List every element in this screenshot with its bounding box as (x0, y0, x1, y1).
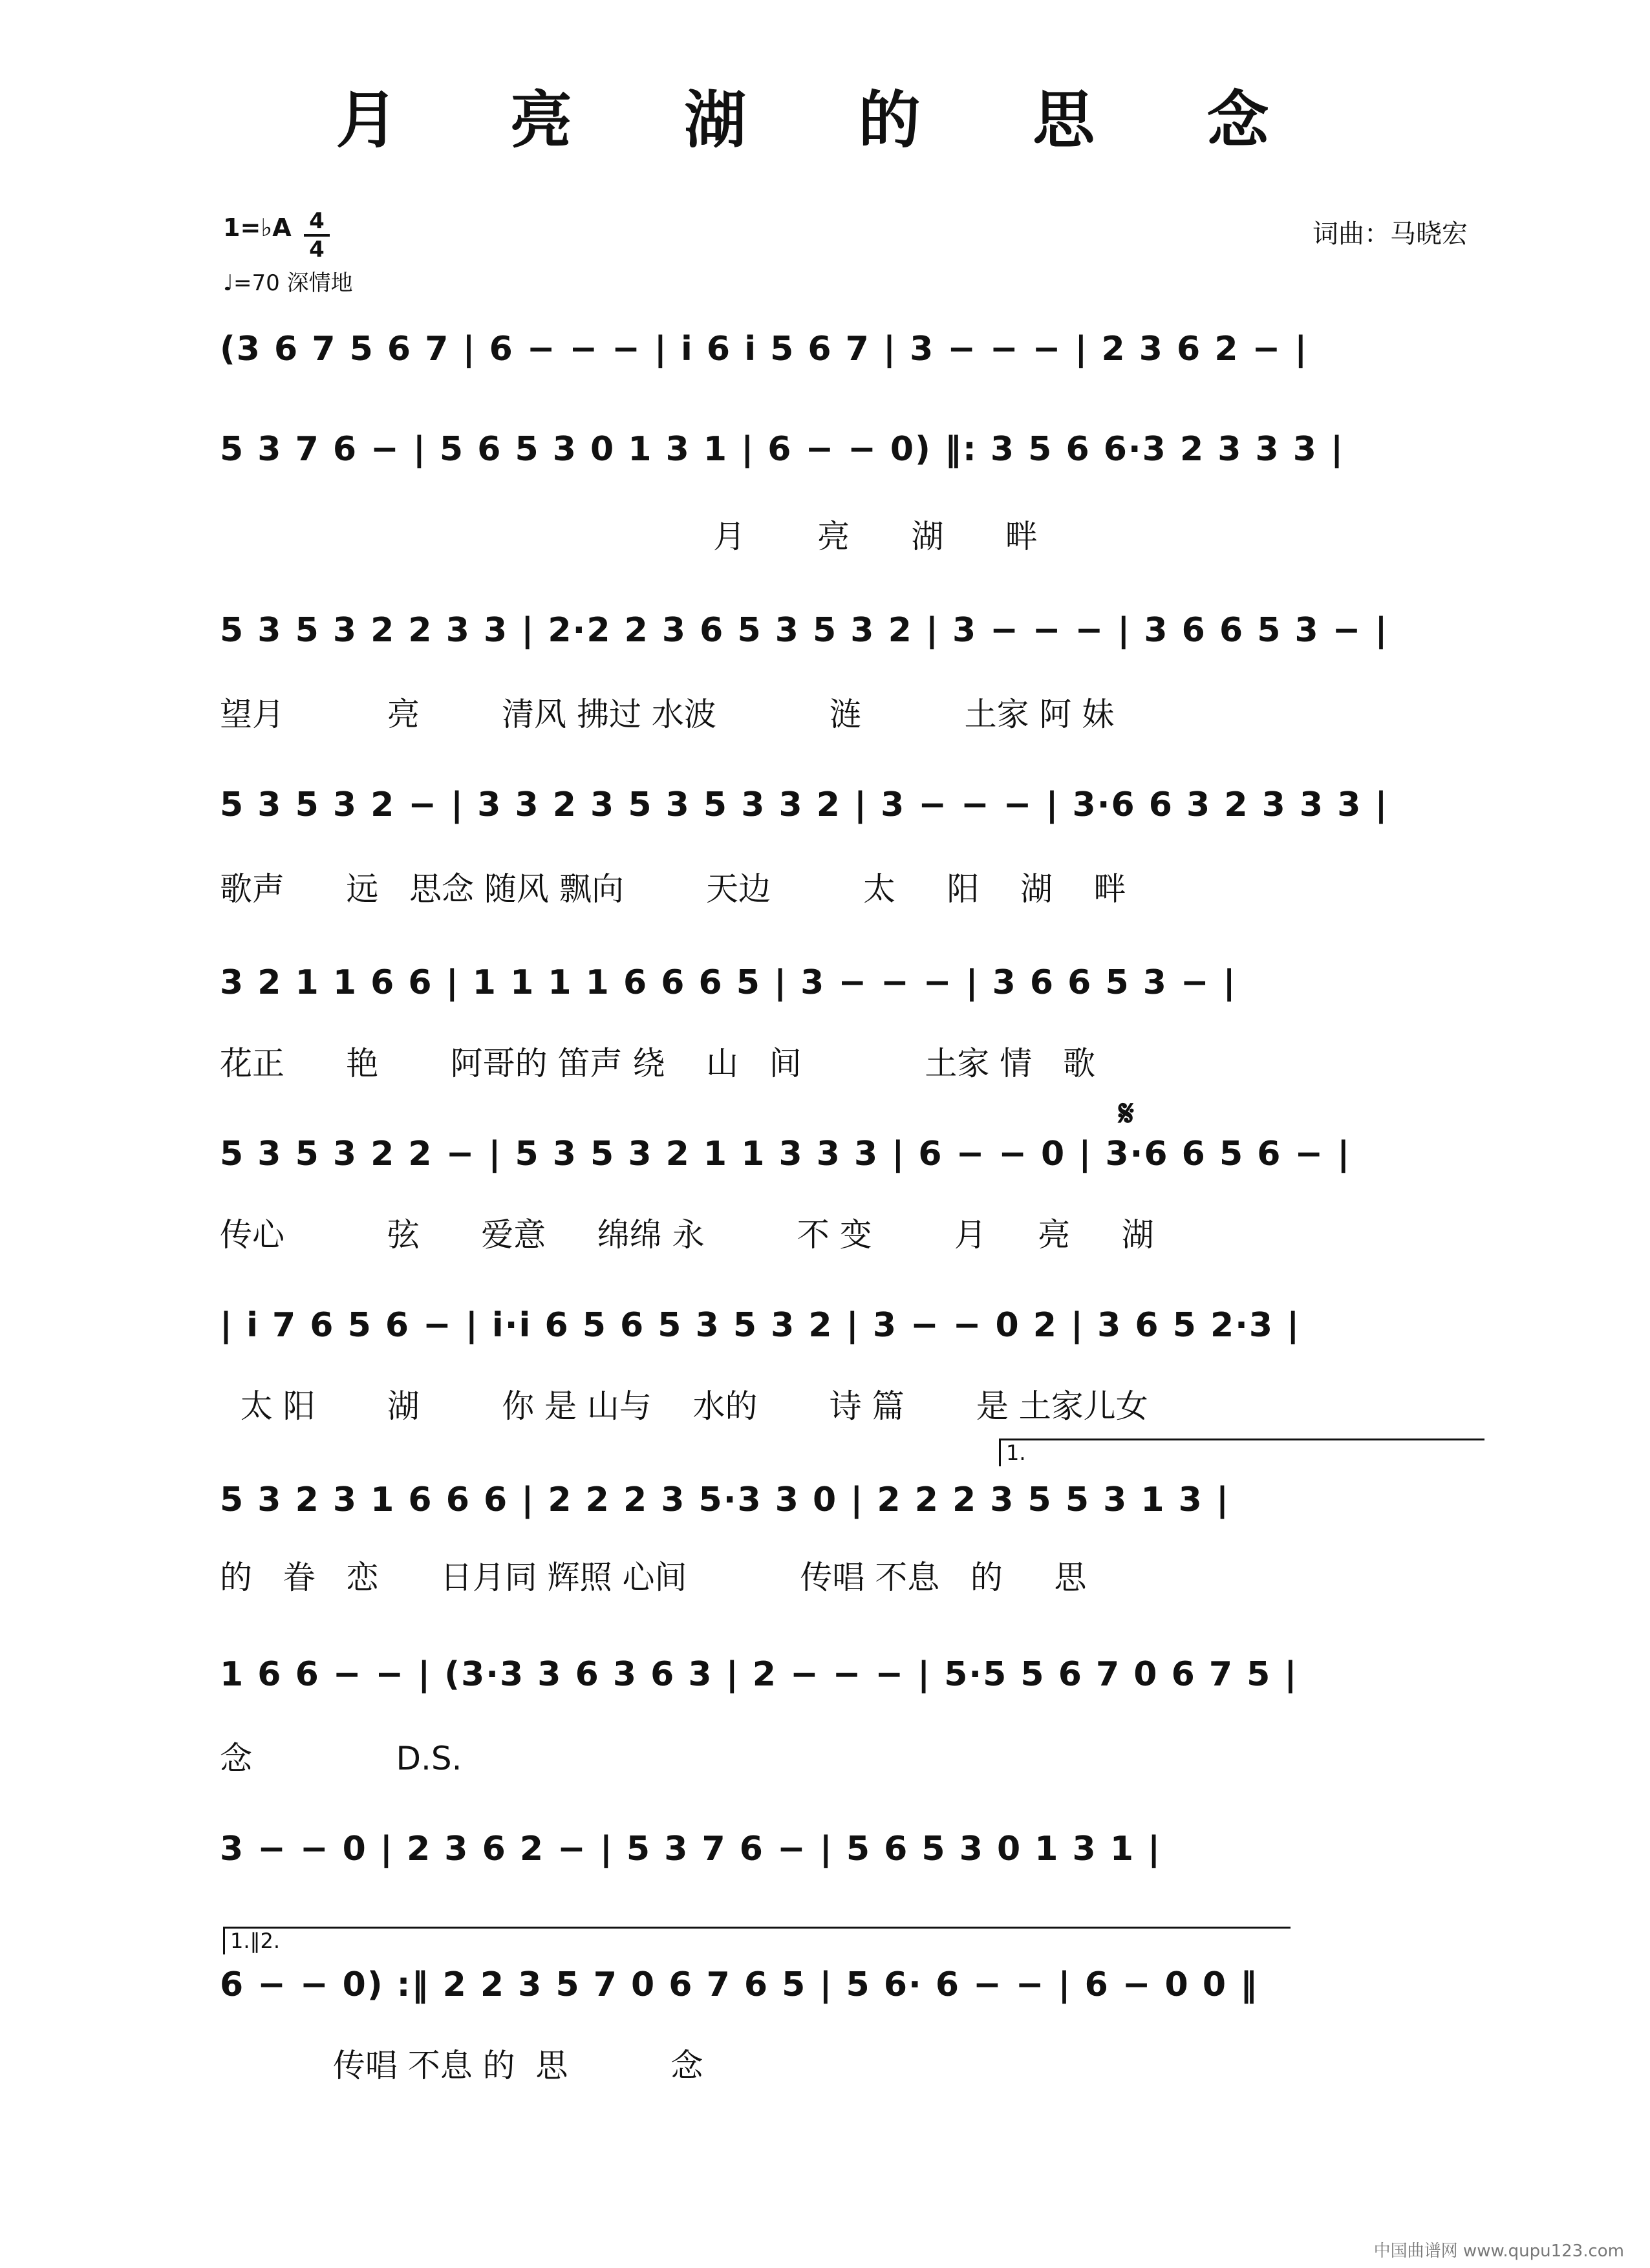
notation-line-8: 5 3 2 3 1 6 6 6 | 2 2 2 3 5·3 3 0 | 2 2 2 3 5 5 3 1 3 | (220, 1481, 1230, 1519)
page-title: 月 亮 湖 的 思 念 (336, 83, 1314, 156)
notation-line-2: 5 3 7 6 − | 5 6 5 3 0 1 3 1 | 6 − − 0) ‖: 3 5 6 6·3 2 3 3 3 | (220, 430, 1345, 469)
notation-line-7: | i 7 6 5 6 − | i·i 6 5 6 5 3 5 3 2 | 3 − − 0 2 | 3 6 5 2·3 | (220, 1306, 1301, 1345)
lyrics-line-2: 月 亮 湖 畔 (220, 518, 1038, 555)
time-signature (304, 208, 330, 262)
notation-line-9: 1 6 6 − − | (3·3 3 6 3 6 3 | 2 − − − | 5·5 5 6 7 0 6 7 5 | (220, 1655, 1298, 1694)
composer-credit: 词曲：马晓宏 (1312, 219, 1468, 249)
notation-line-6: 5 3 5 3 2 2 − | 5 3 5 3 2 1 1 3 3 3 | 6 − − 0 | 3·6 6 5 6 − | (220, 1135, 1351, 1173)
lyrics-line-5: 花正 艳 阿哥的 笛声 绕 山 间 土家 情 歌 (220, 1045, 1095, 1082)
ending-brackets: 1.‖2. (223, 1927, 1291, 1954)
time-signature-bottom: 4 (304, 234, 330, 262)
notation-line-1: (3 6 7 5 6 7 | 6 − − − | i 6 i 5 6 7 | 3 − − − | 2 3 6 2 − | (220, 330, 1309, 369)
lyrics-line-3: 望月 亮 清风 拂过 水波 涟 土家 阿 妹 (220, 696, 1115, 733)
key-signature: 1=♭A (223, 213, 292, 242)
notation-line-5: 3 2 1 1 6 6 | 1 1 1 1 6 6 6 5 | 3 − − − | 3 6 6 5 3 − | (220, 963, 1237, 1002)
lyrics-line-6: 传心 弦 爱意 绵绵 永 不 变 月 亮 湖 (220, 1216, 1154, 1254)
lyrics-line-9: 念 D.S. (220, 1740, 462, 1777)
time-signature-top: 4 (309, 208, 325, 234)
watermark: 中国曲谱网 www.qupu123.com (1373, 2241, 1624, 2261)
lyrics-line-7: 太 阳 湖 你 是 山与 水的 诗 篇 是 土家儿女 (220, 1387, 1148, 1425)
notation-line-3: 5 3 5 3 2 2 3 3 | 2·2 2 3 6 5 3 5 3 2 | 3 − − − | 3 6 6 5 3 − | (220, 611, 1389, 650)
lyrics-line-8: 的 眷 恋 日月同 辉照 心间 传唱 不息 的 思 (220, 1559, 1087, 1596)
segno-sign: 𝄋 (1119, 1093, 1135, 1135)
lyrics-line-4: 歌声 远 思念 随风 飘向 天边 太 阳 湖 畔 (220, 870, 1126, 908)
tempo-marking: ♩=70 深情地 (223, 270, 353, 296)
notation-line-10: 3 − − 0 | 2 3 6 2 − | 5 3 7 6 − | 5 6 5 3 0 1 3 1 | (220, 1830, 1162, 1868)
notation-line-4: 5 3 5 3 2 − | 3 3 2 3 5 3 5 3 3 2 | 3 − − − | 3·6 6 3 2 3 3 3 | (220, 786, 1389, 824)
notation-line-11: 6 − − 0) :‖ 2 2 3 5 7 0 6 7 6 5 | 5 6· 6 − − | 6 − 0 0 ‖ (220, 1965, 1259, 2004)
lyrics-line-11: 传唱 不息 的 思 念 (220, 2047, 703, 2084)
first-ending-bracket: 1. (999, 1439, 1484, 1466)
